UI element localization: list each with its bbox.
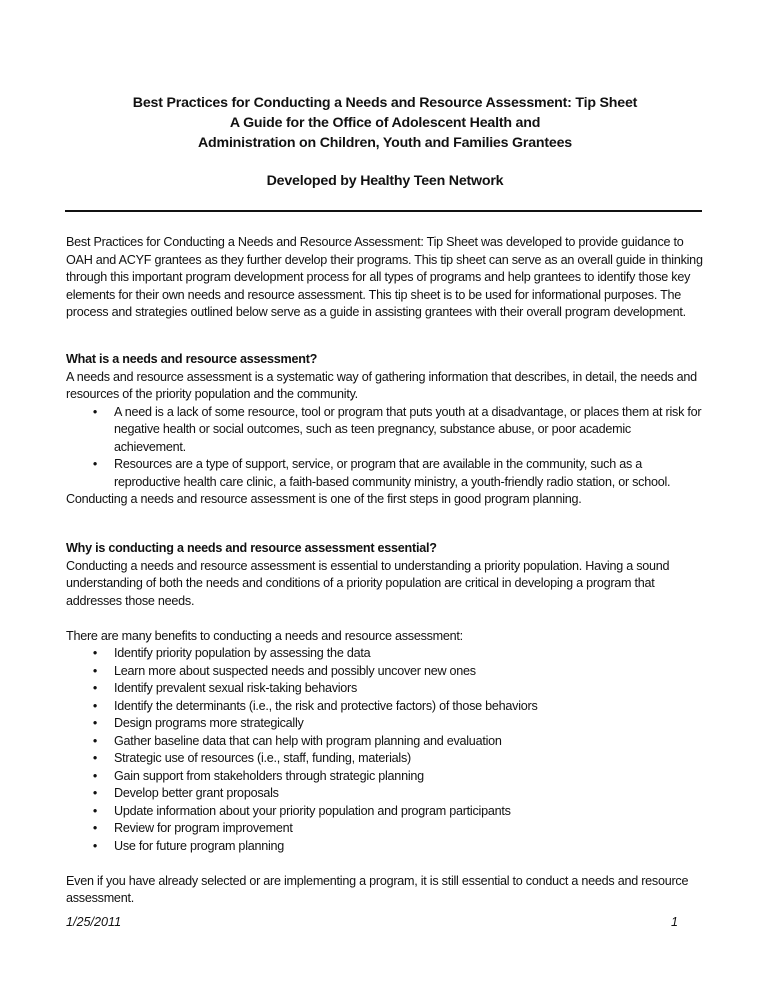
list-item-text: Learn more about suspected needs and possibly uncover new ones [114,663,476,678]
list-item [66,698,706,716]
bullet-icon: • [92,681,98,695]
bullet-icon: • [92,663,98,678]
bullet-icon: • [92,803,98,818]
list-item-text: Resources are a type of support, service, or program that are available in the community, such as a reproductive health care clinic, a faith-based community ministry, a youth-friendly radio station, or school. [114,457,671,489]
title-line-2: A Guide for the Office of Adolescent Health and [229,115,541,131]
list-item-text: A need is a lack of some resource, tool or program that puts youth at a disadvantage, or places them at risk for negative health or social outcomes, such as teen pregnancy, substance abuse, or poor academic achievement. [114,404,702,454]
list-item-text: Develop better grant proposals [114,786,279,800]
section-heading-why: Why is conducting a needs and resource assessment essential? [66,541,437,555]
list-item-text: Strategic use of resources (i.e., staff, funding, materials) [114,751,411,765]
document-title [60,93,710,153]
bullet-icon: • [92,404,98,419]
developed-by: Developed by Healthy Teen Network [266,173,504,189]
list-item [66,733,706,751]
list-item [66,404,706,457]
bullet-icon: • [92,698,98,713]
section-closing-what-is: Conducting a needs and resource assessment is one of the first steps in good program planning. [66,492,582,506]
list-item [66,838,706,856]
bullet-icon: • [92,786,98,800]
list-item-text: Gain support from stakeholders through strategic planning [114,768,424,783]
intro-text: Best Practices for Conducting a Needs and Resource Assessment: Tip Sheet was developed to provide guidance to OAH and ACYF grantees as they further develop their programs. This tip sheet can serve as an overall guide in thinking through this important program development process for all types of programs and help grantees to identify those key elements for their own needs and resource assessment. This tip sheet is to be used for informational purposes. The process and strategies outlined below serve as a guide in assisting grantees with their overall program development. [66,235,703,319]
page-number: 1 [670,915,678,929]
list-item-text: Identify prevalent sexual risk-taking behaviors [114,681,358,695]
benefits-intro: There are many benefits to conducting a needs and resource assessment: [66,628,463,643]
bullet-icon: • [92,716,98,730]
footer-date: 1/25/2011 [66,915,122,929]
list-item [66,663,706,681]
bullet-icon: • [92,646,98,660]
list-item-text: Gather baseline data that can help with program planning and evaluation [114,733,502,748]
section-what-is [66,351,706,509]
list-item-text: Review for program improvement [114,821,293,835]
intro-paragraph [66,234,706,322]
title-line-1: Best Practices for Conducting a Needs and Resource Assessment: Tip Sheet [132,95,638,111]
list-item-text: Use for future program planning [114,838,285,853]
title-line-3: Administration on Children, Youth and Families Grantees [198,135,572,151]
page-footer [66,915,678,929]
bullet-icon: • [92,751,98,765]
list-item [66,715,706,733]
section-text-why: Conducting a needs and resource assessment is essential to understanding a priority population. Having a sound understanding of both the needs and conditions of a priority population are critical in developing a program that addresses those needs. [66,558,670,608]
list-item [66,750,706,768]
definition-list [66,404,706,492]
section-closing-why: Even if you have already selected or are implementing a program, it is still essential to conduct a needs and resource assessment. [66,873,689,905]
list-item [66,680,706,698]
list-item [66,456,706,491]
list-item-text: Identify priority population by assessing the data [114,646,371,660]
benefits-list [66,645,706,855]
list-item [66,803,706,821]
section-why-essential [66,540,706,908]
list-item-text: Design programs more strategically [114,716,304,730]
bullet-icon: • [92,457,98,471]
list-item-text: Identify the determinants (i.e., the risk and protective factors) of those behaviors [114,698,538,713]
list-item [66,645,706,663]
list-item-text: Update information about your priority population and program participants [114,803,511,818]
section-heading-what-is: What is a needs and resource assessment? [66,352,318,366]
header-divider [65,210,702,212]
list-item [66,785,706,803]
bullet-icon: • [92,821,98,835]
bullet-icon: • [92,768,98,783]
bullet-icon: • [92,838,98,853]
section-text-what-is: A needs and resource assessment is a systematic way of gathering information that describes, in detail, the needs and resources of the priority population and the community. [66,369,697,401]
bullet-icon: • [92,733,98,748]
list-item [66,820,706,838]
list-item [66,768,706,786]
